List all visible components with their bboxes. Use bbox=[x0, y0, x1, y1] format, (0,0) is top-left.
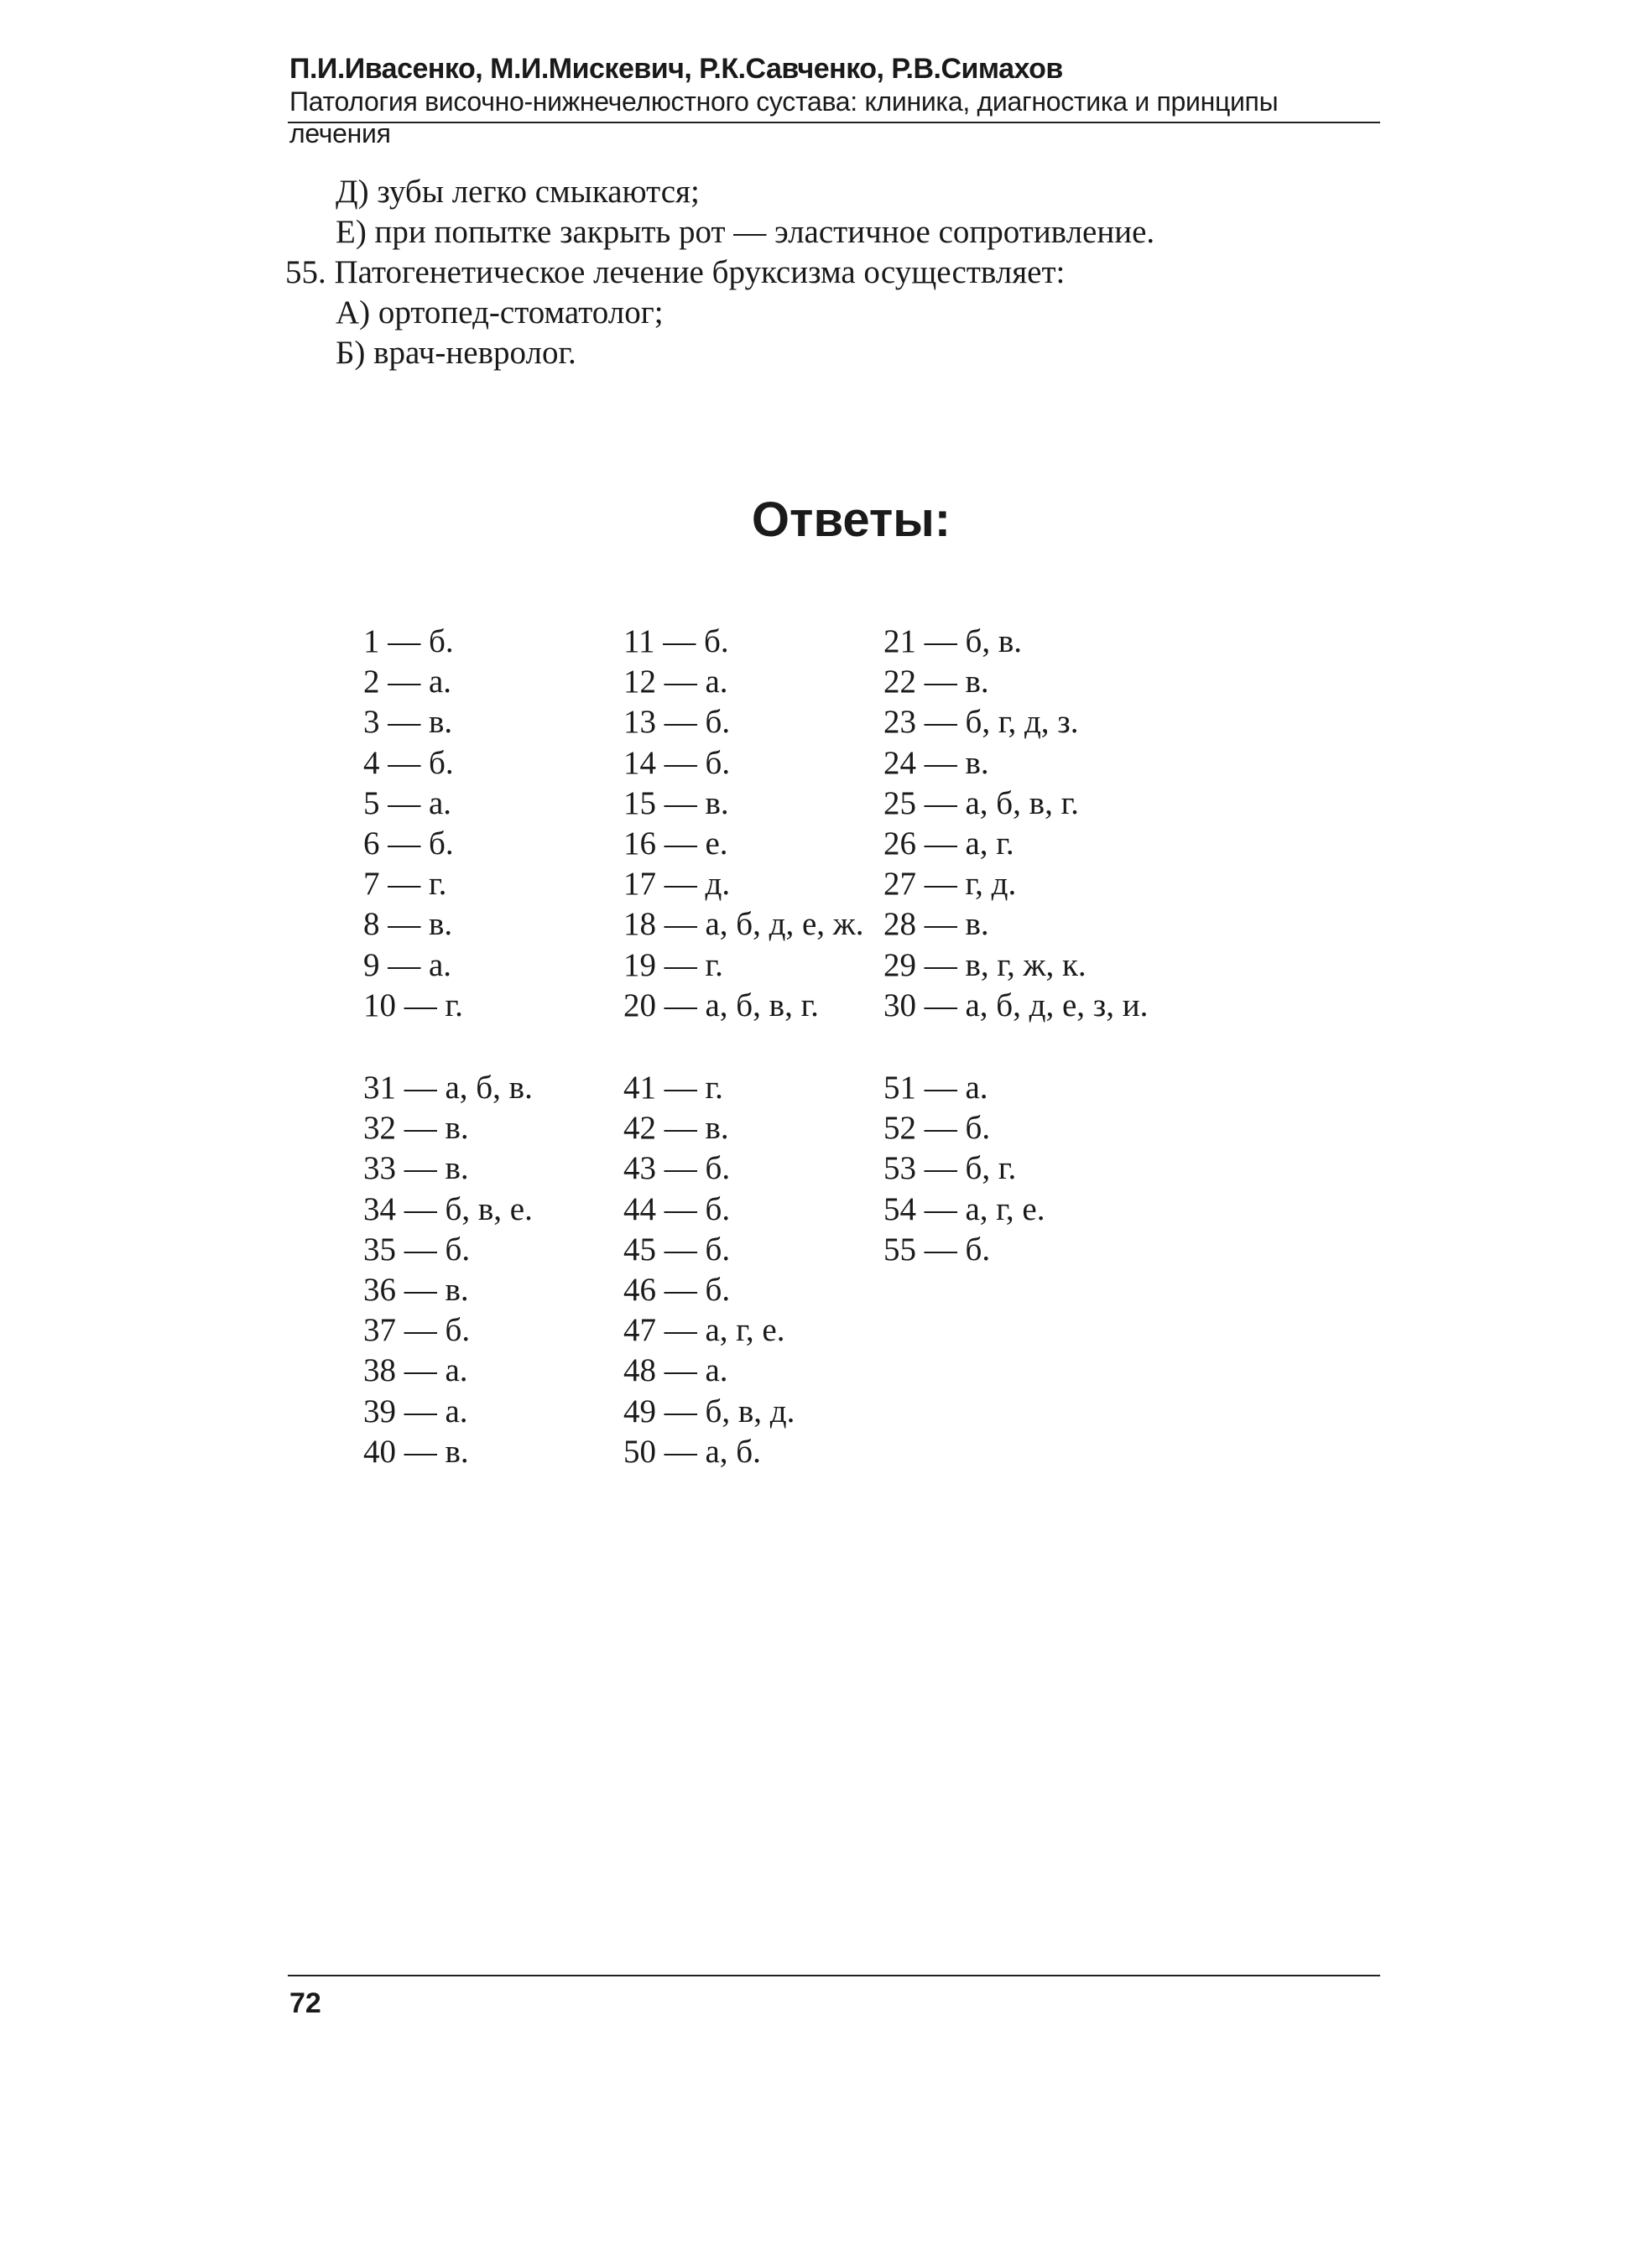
answer-item: 5 — а. bbox=[363, 784, 452, 821]
answer-item: 37 — б. bbox=[363, 1312, 471, 1349]
page-number: 72 bbox=[289, 1987, 321, 2019]
answer-item: 35 — б. bbox=[363, 1231, 471, 1268]
header-subtitle: Патология височно-нижнечелюстного сустава: клиника, диагностика и принципы лечения bbox=[289, 86, 1279, 148]
answer-item: 39 — а. bbox=[363, 1393, 468, 1429]
question-55-option-a: А) ортопед-стоматолог; bbox=[336, 294, 664, 331]
answer-item: 33 — в. bbox=[363, 1150, 469, 1187]
answer-item: 50 — а, б. bbox=[623, 1433, 761, 1470]
answer-item: 23 — б, г, д, з. bbox=[883, 704, 1079, 741]
answer-item: 21 — б, в. bbox=[883, 623, 1023, 659]
answer-item: 52 — б. bbox=[883, 1110, 991, 1147]
answer-item: 8 — в. bbox=[363, 906, 453, 943]
answer-item: 1 — б. bbox=[363, 623, 454, 659]
answer-item: 14 — б. bbox=[623, 744, 731, 781]
answers-block2-col1 bbox=[363, 1068, 533, 1472]
answer-item: 2 — а. bbox=[363, 664, 452, 700]
question-54-option-d: Д) зубы легко смыкаются; bbox=[336, 174, 700, 210]
answer-item: 55 — б. bbox=[883, 1231, 991, 1268]
answers-block1-col1 bbox=[363, 622, 463, 1026]
running-header bbox=[289, 52, 1378, 149]
answer-item: 34 — б, в, е. bbox=[363, 1190, 533, 1227]
answer-item: 32 — в. bbox=[363, 1110, 469, 1147]
answer-item: 47 — а, г, е. bbox=[623, 1312, 785, 1349]
answer-item: 26 — а, г. bbox=[883, 825, 1014, 862]
answer-item: 22 — в. bbox=[883, 664, 989, 700]
answer-item: 16 — е. bbox=[623, 825, 728, 862]
answers-block2-col3 bbox=[883, 1068, 1045, 1270]
header-divider bbox=[288, 122, 1380, 123]
answer-item: 31 — а, б, в. bbox=[363, 1070, 533, 1106]
answer-item: 10 — г. bbox=[363, 987, 463, 1023]
answer-item: 42 — в. bbox=[623, 1110, 729, 1147]
answer-item: 51 — а. bbox=[883, 1070, 988, 1106]
answers-block2-col2 bbox=[623, 1068, 795, 1472]
question-55-option-b: Б) врач-невролог. bbox=[336, 335, 576, 371]
answer-item: 48 — а. bbox=[623, 1352, 728, 1389]
answer-item: 54 — а, г, е. bbox=[883, 1190, 1045, 1227]
answer-item: 7 — г. bbox=[363, 866, 447, 903]
answers-heading: Ответы: bbox=[751, 492, 951, 547]
answers-block1-col3 bbox=[883, 622, 1148, 1026]
answer-item: 53 — б, г. bbox=[883, 1150, 1017, 1187]
answer-item: 45 — б. bbox=[623, 1231, 731, 1268]
question-block bbox=[285, 172, 1154, 373]
answer-item: 20 — а, б, в, г. bbox=[623, 987, 819, 1023]
question-55-text: 55. Патогенетическое лечение бруксизма осуществляет: bbox=[285, 254, 1066, 290]
answer-item: 43 — б. bbox=[623, 1150, 731, 1187]
answer-item: 40 — в. bbox=[363, 1433, 469, 1470]
answer-item: 44 — б. bbox=[623, 1190, 731, 1227]
answer-item: 30 — а, б, д, е, з, и. bbox=[883, 987, 1149, 1023]
answer-item: 49 — б, в, д. bbox=[623, 1393, 795, 1429]
answer-item: 38 — а. bbox=[363, 1352, 468, 1389]
answer-item: 28 — в. bbox=[883, 906, 989, 943]
answer-item: 36 — в. bbox=[363, 1272, 469, 1309]
answer-item: 46 — б. bbox=[623, 1272, 731, 1309]
answer-item: 19 — г. bbox=[623, 946, 723, 983]
footer-divider bbox=[288, 1975, 1380, 1976]
answer-item: 4 — б. bbox=[363, 744, 454, 781]
answer-item: 24 — в. bbox=[883, 744, 989, 781]
answer-item: 6 — б. bbox=[363, 825, 454, 862]
answers-block1-col2 bbox=[623, 622, 864, 1026]
answer-item: 18 — а, б, д, е, ж. bbox=[623, 906, 864, 943]
answer-item: 41 — г. bbox=[623, 1070, 723, 1106]
answer-item: 17 — д. bbox=[623, 866, 731, 903]
answer-item: 11 — б. bbox=[623, 623, 729, 659]
question-54-option-e: Е) при попытке закрыть рот — эластичное сопротивление. bbox=[336, 214, 1155, 250]
answer-item: 25 — а, б, в, г. bbox=[883, 784, 1079, 821]
answer-item: 13 — б. bbox=[623, 704, 731, 741]
answer-item: 12 — а. bbox=[623, 664, 728, 700]
answer-item: 15 — в. bbox=[623, 784, 729, 821]
answer-item: 9 — а. bbox=[363, 946, 452, 983]
answer-item: 3 — в. bbox=[363, 704, 453, 741]
header-authors: П.И.Ивасенко, М.И.Мискевич, Р.К.Савченко, Р.В.Симахов bbox=[289, 53, 1063, 85]
answer-item: 27 — г, д. bbox=[883, 866, 1017, 903]
answer-item: 29 — в, г, ж, к. bbox=[883, 946, 1087, 983]
